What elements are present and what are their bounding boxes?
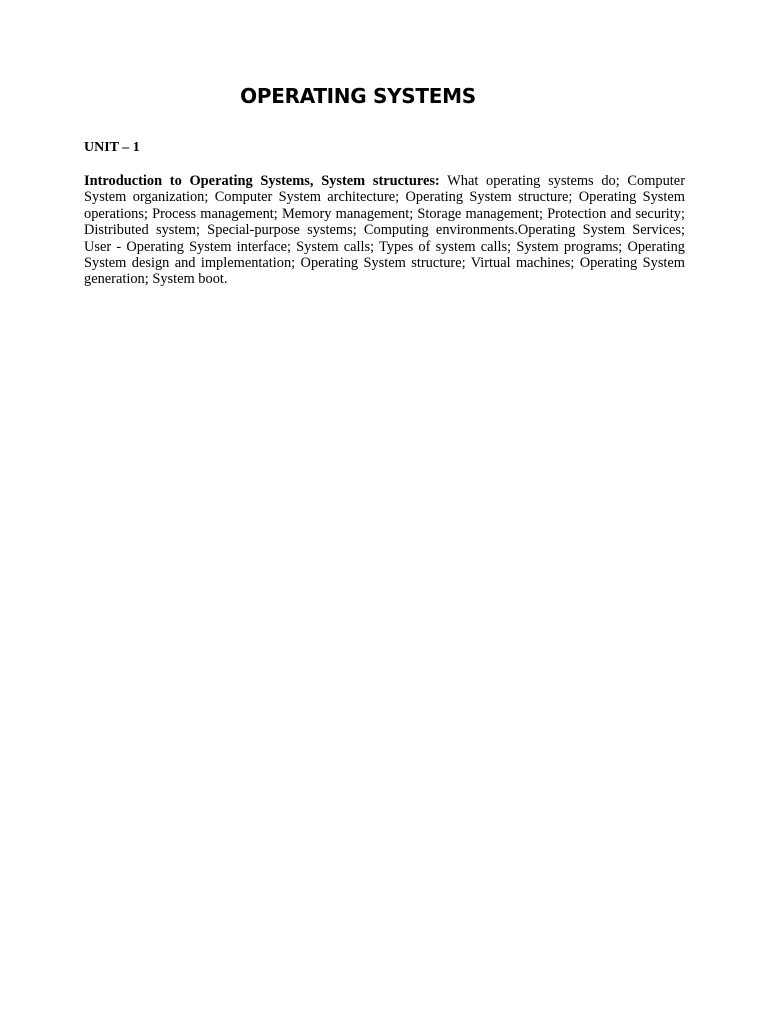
document-title: OPERATING SYSTEMS (240, 84, 476, 108)
unit-description (84, 173, 685, 288)
unit-topic-text: What operating systems do; Computer System organization; Computer System architecture; Operating System structure; Operating System operations; Process management; Memory management; Storage management; Protection and security; Distributed system; Special-purpose systems; Computing environments.Operating System Services; User - Operating System interface; System calls; Types of system calls; System programs; Operating System design and implementation; Operating System structure; Virtual machines; Operating System generation; System boot. (84, 173, 685, 288)
unit-topic-label: Introduction to Operating Systems, System structures: (84, 173, 440, 189)
unit-heading: UNIT – 1 (84, 140, 140, 155)
